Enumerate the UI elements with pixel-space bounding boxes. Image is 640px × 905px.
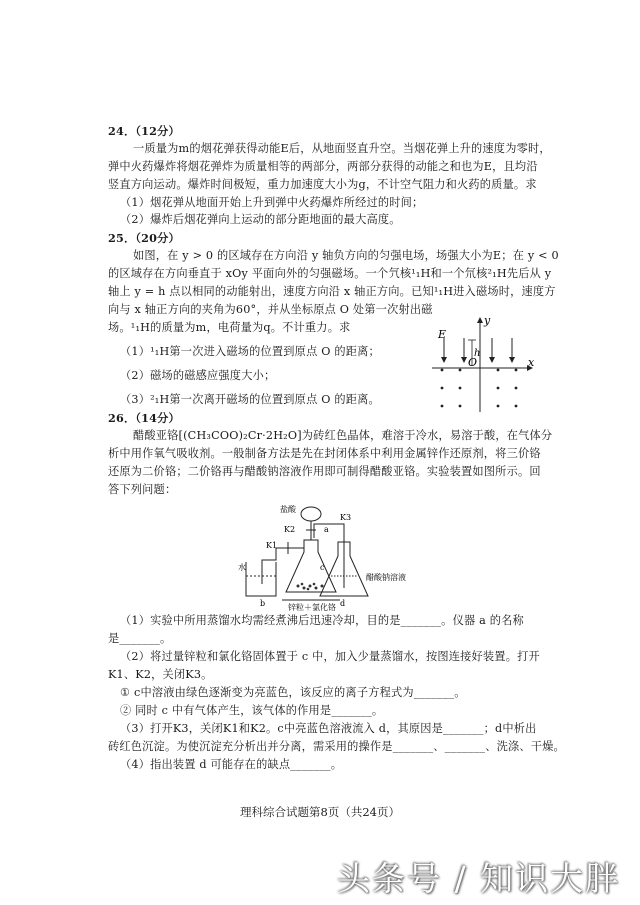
q24-line: 一质量为m的烟花弹获得动能E后，从地面竖直升空。当烟花弹上升的速度为零时， (133, 142, 551, 155)
q26-part: （1）实验中所用蒸馏水均需经煮沸后迅速冷却，目的是_______。仪器 a 的名称 (120, 614, 524, 627)
watermark: 头条号 / 知识大胖 (337, 859, 621, 898)
q25-heading: 25．（20分） (108, 231, 180, 245)
q25-line: 轴上 y = h 点以相同的动能射出，速度方向沿 x 轴正方向。已知¹₁H进入磁场时，速度方 (108, 285, 556, 298)
q26-part: 是_______。 (108, 632, 172, 645)
magnetic-field-dots (441, 369, 518, 408)
q26-line: 析中用作氧气吸收剂。一般制备方法是先在封闭体系中利用金属锌作还原剂，将三价铬 (108, 447, 541, 460)
field-label-e: E (438, 328, 447, 341)
q26-part: （2）将过量锌粒和氯化铬固体置于 c 中，加入少量蒸馏水，按图连接好装置。打开 (120, 650, 540, 663)
q26-line: 答下列问题： (108, 483, 177, 496)
q25-line: 如图，在 y > 0 的区域存在方向沿 y 轴负方向的匀强电场，场强大小为E；在 y < 0 (133, 249, 559, 262)
q26-part: ① c中溶液由绿色逐渐变为亮蓝色，该反应的离子方程式为_______。 (120, 686, 466, 699)
q26-part: 砖红色沉淀。为使沉淀充分析出并分离，需采用的操作是_______、_______、洗涤、干燥。 (108, 740, 565, 753)
q26-line: 还原为二价铬；二价铬再与醋酸钠溶液作用即可制得醋酸亚铬。实验装置如图所示。回 (108, 465, 541, 478)
q26-part: （3）打开K3，关闭K1和K2。c中亮蓝色溶液流入 d，其原因是_______；d中析出 (120, 722, 537, 735)
page-footer: 理科综合试题第8页（共24页） (240, 805, 400, 819)
label-sodium-acetate: 醋酸钠溶液 (366, 573, 406, 582)
q25-line: 的区域存在方向垂直于 xOy 平面向外的匀强磁场。一个氕核¹₁H和一个氘核²₁H先后从 y (108, 267, 552, 280)
x-axis-label: x (528, 356, 535, 369)
q25-subquestion: （3）²₁H第一次离开磁场的位置到原点 O 的距离。 (120, 393, 380, 406)
y-axis-label: y (484, 314, 491, 327)
q25-line: 向与 x 轴正方向的夹角为60°，并从坐标原点 O 处第一次射出磁 (108, 303, 433, 316)
label-b: b (260, 599, 266, 608)
label-hcl: 盐酸 (280, 505, 296, 514)
q26-heading: 26．（14分） (108, 411, 180, 425)
apparatus-diagram (236, 500, 436, 612)
q26-line: 醋酸亚铬[(CH₃COO)₂Cr·2H₂O]为砖红色晶体，难溶于冷水，易溶于酸，在气体分 (133, 429, 553, 442)
label-k3: K3 (340, 513, 352, 522)
label-water: 水 (238, 563, 246, 572)
q26-part: （4）指出装置 d 可能存在的缺点_______。 (120, 758, 343, 771)
q25-subquestion: （2）磁场的磁感应强度大小； (120, 369, 276, 382)
q24-line: 竖直方向运动。爆炸时间极短，重力加速度大小为g，不计空气阻力和火药的质量。求 (108, 178, 537, 191)
label-zinc-chromium: 锌粒＋氯化铬 (288, 603, 336, 612)
q24-subquestion: （1）烟花弹从地面开始上升到弹中火药爆炸所经过的时间； (120, 196, 424, 209)
q24-line: 弹中火药爆炸将烟花弹炸为质量相等的两部分，两部分获得的动能之和也为E，且均沿 (108, 160, 538, 173)
label-d: d (340, 599, 346, 608)
label-c: c (320, 563, 325, 572)
q26-part: ② 同时 c 中有气体产生，该气体的作用是_______。 (120, 704, 384, 717)
origin-label: O (468, 356, 478, 369)
height-label-h: h (474, 348, 481, 359)
q24-heading: 24．（12分） (108, 124, 180, 138)
q25-line: 场。¹₁H的质量为m，电荷量为q。不计重力。求 (108, 321, 351, 334)
q24-subquestion: （2）爆炸后烟花弹向上运动的部分距地面的最大高度。 (120, 213, 401, 226)
field-diagram (428, 312, 540, 416)
label-k2: K2 (284, 525, 296, 534)
q25-subquestion: （1）¹₁H第一次进入磁场的位置到原点 O 的距离； (120, 345, 380, 358)
label-k1: K1 (266, 541, 278, 550)
q26-part: K1、K2，关闭K3。 (108, 668, 213, 681)
label-a: a (324, 525, 329, 534)
